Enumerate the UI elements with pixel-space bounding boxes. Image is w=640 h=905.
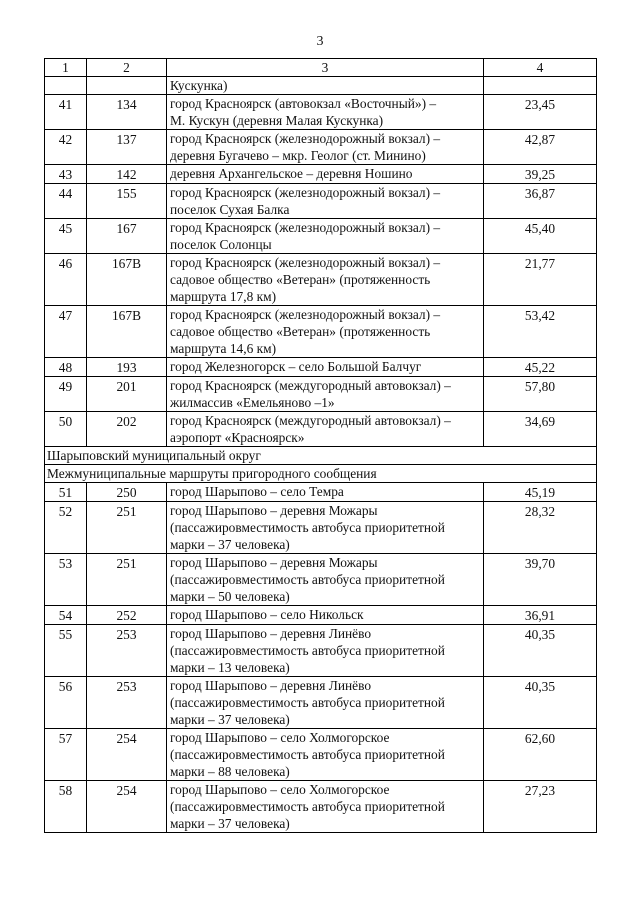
route-description-line: город Шарыпово – деревня Можары bbox=[170, 555, 378, 570]
route-description bbox=[167, 377, 484, 412]
route-description-line: город Красноярск (железнодорожный вокзал) – bbox=[170, 185, 441, 200]
route-description-line: (пассажировместимость автобуса приоритетной bbox=[170, 520, 445, 535]
table-row bbox=[45, 95, 597, 130]
route-description-line: город Шарыпово – село Холмогорское bbox=[170, 782, 390, 797]
section-row bbox=[45, 447, 597, 465]
route-number: 253 bbox=[87, 625, 167, 677]
route-description bbox=[167, 625, 484, 677]
route-description-line: город Красноярск (автовокзал «Восточный») – bbox=[170, 96, 437, 111]
continuation-cell-4 bbox=[484, 77, 597, 95]
table-row bbox=[45, 184, 597, 219]
route-description-line: город Красноярск (железнодорожный вокзал) – bbox=[170, 220, 441, 235]
route-value: 21,77 bbox=[484, 254, 597, 306]
row-number: 51 bbox=[45, 483, 87, 502]
table-row bbox=[45, 483, 597, 502]
route-description bbox=[167, 502, 484, 554]
routes-table-body bbox=[45, 59, 597, 833]
row-number: 58 bbox=[45, 781, 87, 833]
table-row bbox=[45, 554, 597, 606]
page-number: 3 bbox=[316, 34, 324, 49]
row-number: 49 bbox=[45, 377, 87, 412]
route-description-line: марки – 37 человека) bbox=[170, 537, 290, 552]
route-description-line: город Шарыпово – село Темра bbox=[170, 484, 344, 499]
route-number: 252 bbox=[87, 606, 167, 625]
row-number: 54 bbox=[45, 606, 87, 625]
route-description-line: город Шарыпово – село Никольск bbox=[170, 607, 364, 622]
route-value: 39,25 bbox=[484, 165, 597, 184]
route-description-line: (пассажировместимость автобуса приоритетной bbox=[170, 695, 445, 710]
table-row bbox=[45, 254, 597, 306]
route-description-line: М. Кускун (деревня Малая Кускунка) bbox=[170, 113, 384, 128]
table-row bbox=[45, 219, 597, 254]
route-description-line: марки – 37 человека) bbox=[170, 712, 290, 727]
route-description-line: садовое общество «Ветеран» (протяженность bbox=[170, 272, 431, 287]
route-value: 39,70 bbox=[484, 554, 597, 606]
route-value: 40,35 bbox=[484, 625, 597, 677]
route-description bbox=[167, 677, 484, 729]
route-description-line: поселок Солонцы bbox=[170, 237, 272, 252]
route-value: 28,32 bbox=[484, 502, 597, 554]
column-header-2: 2 bbox=[87, 59, 167, 77]
route-description-line: город Шарыпово – село Холмогорское bbox=[170, 730, 390, 745]
route-description bbox=[167, 165, 484, 184]
route-description bbox=[167, 95, 484, 130]
row-number: 55 bbox=[45, 625, 87, 677]
route-number: 137 bbox=[87, 130, 167, 165]
route-number: 250 bbox=[87, 483, 167, 502]
route-value: 45,22 bbox=[484, 358, 597, 377]
route-number: 202 bbox=[87, 412, 167, 447]
row-number: 42 bbox=[45, 130, 87, 165]
route-number: 167В bbox=[87, 306, 167, 358]
row-number: 50 bbox=[45, 412, 87, 447]
row-number: 46 bbox=[45, 254, 87, 306]
row-number: 48 bbox=[45, 358, 87, 377]
route-description-line: город Шарыпово – деревня Линёво bbox=[170, 678, 372, 693]
route-value: 53,42 bbox=[484, 306, 597, 358]
continuation-row bbox=[45, 77, 597, 95]
table-row bbox=[45, 412, 597, 447]
route-value: 62,60 bbox=[484, 729, 597, 781]
route-description-line: марки – 88 человека) bbox=[170, 764, 290, 779]
route-number: 254 bbox=[87, 781, 167, 833]
route-description-line: марки – 37 человека) bbox=[170, 816, 290, 831]
continuation-cell-2 bbox=[87, 77, 167, 95]
row-number: 44 bbox=[45, 184, 87, 219]
table-row bbox=[45, 130, 597, 165]
route-value: 40,35 bbox=[484, 677, 597, 729]
table-row bbox=[45, 625, 597, 677]
route-description-line: (пассажировместимость автобуса приоритетной bbox=[170, 799, 445, 814]
row-number: 52 bbox=[45, 502, 87, 554]
route-description-line: город Красноярск (междугородный автовокзал) – bbox=[170, 413, 451, 428]
row-number: 41 bbox=[45, 95, 87, 130]
table-row bbox=[45, 606, 597, 625]
column-header-4: 4 bbox=[484, 59, 597, 77]
route-number: 251 bbox=[87, 502, 167, 554]
table-row bbox=[45, 377, 597, 412]
route-value: 27,23 bbox=[484, 781, 597, 833]
section-row bbox=[45, 465, 597, 483]
route-number: 254 bbox=[87, 729, 167, 781]
route-description-line: аэропорт «Красноярск» bbox=[170, 430, 305, 445]
section-title: Межмуниципальные маршруты пригородного сообщения bbox=[45, 465, 597, 483]
route-description bbox=[167, 254, 484, 306]
route-description-line: город Красноярск (железнодорожный вокзал) – bbox=[170, 255, 441, 270]
table-row bbox=[45, 306, 597, 358]
route-description-line: марки – 13 человека) bbox=[170, 660, 290, 675]
route-description bbox=[167, 483, 484, 502]
route-description-line: поселок Сухая Балка bbox=[170, 202, 290, 217]
route-description-line: город Красноярск (железнодорожный вокзал) – bbox=[170, 131, 441, 146]
route-value: 36,91 bbox=[484, 606, 597, 625]
table-row bbox=[45, 677, 597, 729]
route-description-line: город Шарыпово – деревня Линёво bbox=[170, 626, 372, 641]
table-row bbox=[45, 165, 597, 184]
table-row bbox=[45, 729, 597, 781]
routes-table bbox=[44, 58, 597, 833]
route-description bbox=[167, 781, 484, 833]
route-description-line: (пассажировместимость автобуса приоритетной bbox=[170, 572, 445, 587]
route-description-line: марки – 50 человека) bbox=[170, 589, 290, 604]
row-number: 53 bbox=[45, 554, 87, 606]
route-number: 201 bbox=[87, 377, 167, 412]
row-number: 57 bbox=[45, 729, 87, 781]
section-title: Шарыповский муниципальный округ bbox=[45, 447, 597, 465]
route-description bbox=[167, 606, 484, 625]
route-description-line: деревня Архангельское – деревня Ношино bbox=[170, 166, 413, 181]
column-header-3: 3 bbox=[167, 59, 484, 77]
route-description-line: город Железногорск – село Большой Балчуг bbox=[170, 359, 422, 374]
route-number: 193 bbox=[87, 358, 167, 377]
route-description bbox=[167, 219, 484, 254]
route-description-line: маршрута 14,6 км) bbox=[170, 341, 277, 356]
column-header-1: 1 bbox=[45, 59, 87, 77]
table-row bbox=[45, 358, 597, 377]
table-row bbox=[45, 781, 597, 833]
route-number: 253 bbox=[87, 677, 167, 729]
route-description-line: деревня Бугачево – мкр. Геолог (ст. Минино) bbox=[170, 148, 426, 163]
route-description-line: садовое общество «Ветеран» (протяженность bbox=[170, 324, 431, 339]
route-number: 251 bbox=[87, 554, 167, 606]
route-number: 155 bbox=[87, 184, 167, 219]
route-description-line: маршрута 17,8 км) bbox=[170, 289, 277, 304]
route-description bbox=[167, 412, 484, 447]
route-description bbox=[167, 729, 484, 781]
route-description bbox=[167, 184, 484, 219]
continuation-text: Кускунка) bbox=[167, 77, 484, 95]
route-description-line: город Шарыпово – деревня Можары bbox=[170, 503, 378, 518]
route-description-line: (пассажировместимость автобуса приоритетной bbox=[170, 643, 445, 658]
table-row bbox=[45, 502, 597, 554]
route-description bbox=[167, 554, 484, 606]
route-value: 57,80 bbox=[484, 377, 597, 412]
route-number: 142 bbox=[87, 165, 167, 184]
route-value: 45,40 bbox=[484, 219, 597, 254]
route-value: 36,87 bbox=[484, 184, 597, 219]
continuation-cell-1 bbox=[45, 77, 87, 95]
row-number: 43 bbox=[45, 165, 87, 184]
route-description-line: город Красноярск (междугородный автовокзал) – bbox=[170, 378, 451, 393]
route-value: 45,19 bbox=[484, 483, 597, 502]
route-value: 23,45 bbox=[484, 95, 597, 130]
route-description bbox=[167, 306, 484, 358]
route-value: 42,87 bbox=[484, 130, 597, 165]
route-description-line: (пассажировместимость автобуса приоритетной bbox=[170, 747, 445, 762]
header-row bbox=[45, 59, 597, 77]
route-number: 134 bbox=[87, 95, 167, 130]
row-number: 45 bbox=[45, 219, 87, 254]
row-number: 47 bbox=[45, 306, 87, 358]
route-description-line: город Красноярск (железнодорожный вокзал) – bbox=[170, 307, 441, 322]
route-description-line: жилмассив «Емельяново –1» bbox=[170, 395, 335, 410]
route-description bbox=[167, 358, 484, 377]
route-number: 167 bbox=[87, 219, 167, 254]
route-value: 34,69 bbox=[484, 412, 597, 447]
route-number: 167В bbox=[87, 254, 167, 306]
row-number: 56 bbox=[45, 677, 87, 729]
route-description bbox=[167, 130, 484, 165]
